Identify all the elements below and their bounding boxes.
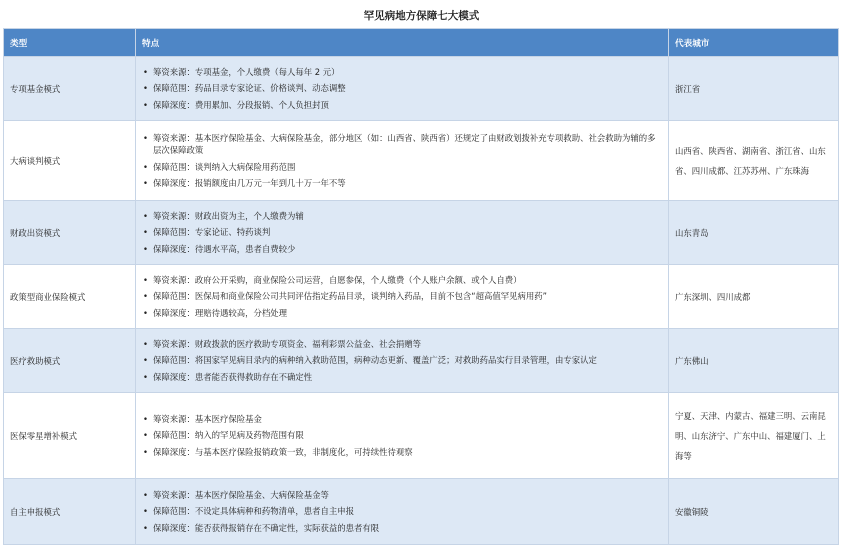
cell-cities: 山东青岛 [669,201,839,265]
feature-list [143,132,662,190]
header-features: 特点 [136,29,669,57]
models-table [3,28,839,545]
feature-item: • 保障深度：能否获得报销存在不确定性，实际获益的患者有限 [143,522,662,535]
feature-list [143,338,662,384]
cell-features [136,393,669,479]
feature-item: • 筹资来源：财政出资为主，个人缴费为辅 [143,210,662,223]
feature-item: • 筹资来源：基本医疗保险基金 [143,413,662,426]
cell-features [136,57,669,121]
cell-cities: 安徽铜陵 [669,479,839,545]
table-row [4,329,839,393]
header-type: 类型 [4,29,136,57]
feature-item: • 保障范围：医保局和商业保险公司共同评估指定药品目录，谈判纳入药品，目前不包含“超高值罕见病用药” [143,290,662,303]
cell-cities: 山西省、陕西省、湖南省、浙江省、山东省、四川成都、江苏苏州、广东珠海 [669,121,839,201]
feature-list [143,489,662,535]
cell-features [136,479,669,545]
cell-features [136,329,669,393]
cell-features [136,201,669,265]
feature-item: • 保障范围：纳入的罕见病及药物范围有限 [143,429,662,442]
feature-item: • 筹资来源：政府公开采购，商业保险公司运营，自愿参保，个人缴费（个人账户余额、或个人自费） [143,274,662,287]
table-row [4,121,839,201]
cell-type: 政策型商业保险模式 [4,265,136,329]
table-row [4,393,839,479]
feature-item: • 保障深度：报销额度由几万元一年到几十万一年不等 [143,177,662,190]
feature-list [143,210,662,256]
table-title: 罕见病地方保障七大模式 [363,10,480,22]
feature-item: • 保障深度：患者能否获得救助存在不确定性 [143,371,662,384]
feature-item: • 筹资来源：基本医疗保险基金、大病保险基金，部分地区（如：山西省、陕西省）还规定了由财政划拨补充专项救助、社会救助为辅的多层次保障政策 [143,132,662,157]
cell-cities: 浙江省 [669,57,839,121]
feature-item: • 保障范围：不设定具体病种和药物清单，患者自主申报 [143,505,662,518]
feature-list [143,66,662,112]
feature-item: • 筹资来源：基本医疗保险基金、大病保险基金等 [143,489,662,502]
cell-type: 大病谈判模式 [4,121,136,201]
feature-item: • 筹资来源：财政拨款的医疗救助专项资金、福利彩票公益金、社会捐赠等 [143,338,662,351]
cell-features [136,265,669,329]
cell-type: 自主申报模式 [4,479,136,545]
feature-item: • 保障深度：与基本医疗保险报销政策一致，非制度化，可持续性待观察 [143,446,662,459]
cell-type: 专项基金模式 [4,57,136,121]
header-cities: 代表城市 [669,29,839,57]
table-row [4,57,839,121]
cell-cities: 宁夏、天津、内蒙古、福建三明、云南昆明、山东济宁、广东中山、福建厦门、上海等 [669,393,839,479]
feature-item: • 筹资来源：专项基金，个人缴费（每人每年 2 元） [143,66,662,79]
cell-features [136,121,669,201]
feature-item: • 保障范围：专家论证、特药谈判 [143,226,662,239]
feature-item: • 保障深度：待遇水平高，患者自费较少 [143,243,662,256]
feature-item: • 保障深度：费用累加、分段报销、个人负担封顶 [143,99,662,112]
cell-cities: 广东深圳、四川成都 [669,265,839,329]
header-row [4,29,839,57]
table-row [4,479,839,545]
cell-type: 财政出资模式 [4,201,136,265]
table-row [4,265,839,329]
feature-list [143,274,662,320]
cell-type: 医保零星增补模式 [4,393,136,479]
cell-type: 医疗救助模式 [4,329,136,393]
table-row [4,201,839,265]
cell-cities: 广东佛山 [669,329,839,393]
feature-item: • 保障范围：将国家罕见病目录内的病种纳入救助范围，病种动态更新、覆盖广泛；对救助药品实行目录管理，由专家认定 [143,354,662,367]
feature-list [143,413,662,459]
feature-item: • 保障深度：理赔待遇较高，分档处理 [143,307,662,320]
feature-item: • 保障范围：药品目录专家论证、价格谈判、动态调整 [143,82,662,95]
feature-item: • 保障范围：谈判纳入大病保险用药范围 [143,161,662,174]
